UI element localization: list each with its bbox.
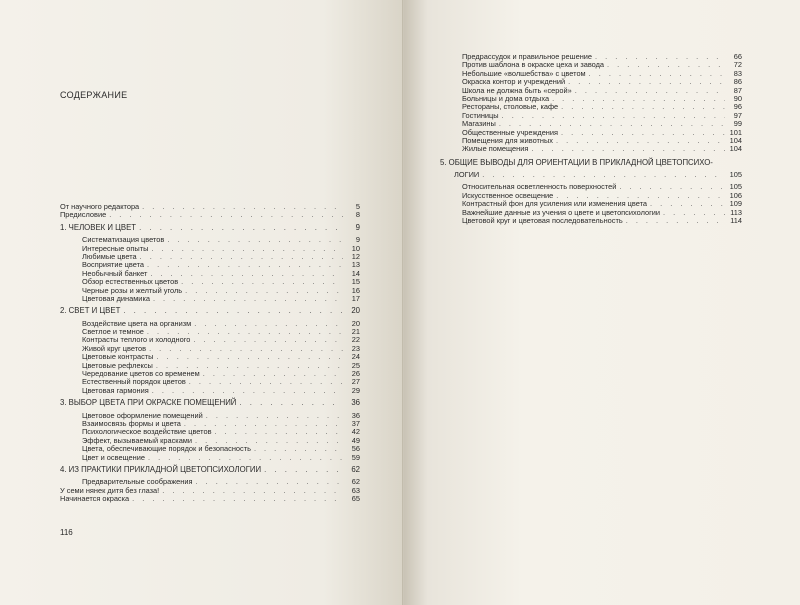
toc-entry: Контрасты теплого и холодного . . . 22 — [60, 336, 360, 344]
toc-entry: Цвет и освещение . . . 59 — [60, 454, 360, 462]
toc-entry: Цветовая гармония . . . 29 — [60, 387, 360, 395]
page-number: 116 — [60, 528, 73, 537]
toc-entry: Естественный порядок цветов . . . 27 — [60, 378, 360, 386]
toc-entry: Черные розы и желтый уголь . . . 16 — [60, 287, 360, 295]
toc-entry: Больницы и дома отдыха . . . 90 — [440, 95, 742, 103]
toc-chapter: 4. ИЗ ПРАКТИКИ ПРИКЛАДНОЙ ЦВЕТОПСИХОЛОГИИ . . . 62 — [60, 466, 360, 474]
toc-entry: Цветовой круг и цветовая последовательность . . . 114 — [440, 217, 742, 225]
toc-entry: Искусственное освещение . . . 106 — [440, 192, 742, 200]
toc-entry: Цветовые рефлексы . . . 25 — [60, 362, 360, 370]
toc-chapter: 2. СВЕТ И ЦВЕТ . . . 20 — [60, 307, 360, 315]
toc-entry: Предрассудок и правильное решение . . . 66 — [440, 53, 742, 61]
toc-entry: Рестораны, столовые, кафе . . . 96 — [440, 103, 742, 111]
toc-entry: Светлое и темное . . . 21 — [60, 328, 360, 336]
toc-entry: Восприятие цвета . . . 13 — [60, 261, 360, 269]
toc-entry: Цветовые контрасты . . . 24 — [60, 353, 360, 361]
toc-entry: Небольшие «волшебства» с цветом . . . 83 — [440, 70, 742, 78]
toc-right-list — [440, 53, 742, 225]
toc-entry: Предисловие . . . 8 — [60, 211, 360, 219]
toc-entry: Воздействие цвета на организм . . . 20 — [60, 320, 360, 328]
toc-entry: Эффект, вызываемый красками . . . 49 — [60, 437, 360, 445]
toc-entry: Контрастный фон для усиления или изменения цвета . . . 109 — [440, 200, 742, 208]
toc-chapter: 5. ОБЩИЕ ВЫВОДЫ ДЛЯ ОРИЕНТАЦИИ В ПРИКЛАДНОЙ ЦВЕТОПСИХО- — [440, 157, 713, 167]
toc-entry: Гостиницы . . . 97 — [440, 112, 742, 120]
toc-heading: СОДЕРЖАНИЕ — [60, 90, 128, 100]
toc-entry: Начинается окраска . . . 65 — [60, 495, 360, 503]
toc-entry: Интересные опыты . . . 10 — [60, 245, 360, 253]
toc-entry: Чередование цветов со временем . . . 26 — [60, 370, 360, 378]
toc-entry: Цветовая динамика . . . 17 — [60, 295, 360, 303]
toc-entry: Живой круг цветов . . . 23 — [60, 345, 360, 353]
toc-entry: Магазины . . . 99 — [440, 120, 742, 128]
toc-entry: Помещения для животных . . . 104 — [440, 137, 742, 145]
toc-chapter: 1. ЧЕЛОВЕК И ЦВЕТ . . . 9 — [60, 224, 360, 232]
toc-entry: Цветовое оформление помещений . . . 36 — [60, 412, 360, 420]
toc-entry: Предварительные соображения . . . 62 — [60, 478, 360, 486]
toc-chapter-continuation: ЛОГИИ . . . 105 — [440, 171, 742, 179]
toc-entry: Против шаблона в окраске цеха и завода . . . 72 — [440, 61, 742, 69]
toc-entry: Психологическое воздействие цветов . . . 42 — [60, 428, 360, 436]
toc-entry: От научного редактора . . . 5 — [60, 203, 360, 211]
toc-entry: Систематизация цветов . . . 9 — [60, 236, 360, 244]
toc-entry: Обзор естественных цветов . . . 15 — [60, 278, 360, 286]
toc-entry: Жилые помещения . . . 104 — [440, 145, 742, 153]
toc-entry: Необычный банкет . . . 14 — [60, 270, 360, 278]
toc-entry: У семи нянек дитя без глаза! . . . 63 — [60, 487, 360, 495]
toc-entry: Взаимосвязь формы и цвета . . . 37 — [60, 420, 360, 428]
toc-chapter: 3. ВЫБОР ЦВЕТА ПРИ ОКРАСКЕ ПОМЕЩЕНИЙ . . . 36 — [60, 399, 360, 407]
toc-entry: Любимые цвета . . . 12 — [60, 253, 360, 261]
toc-left-list — [60, 203, 360, 504]
toc-entry: Окраска контор и учреждений . . . 86 — [440, 78, 742, 86]
toc-entry: Цвета, обеспечивающие порядок и безопасность . . . 56 — [60, 445, 360, 453]
toc-entry: Относительная осветленность поверхностей . . . 105 — [440, 183, 742, 191]
toc-entry: Общественные учреждения . . . 101 — [440, 129, 742, 137]
toc-entry: Школа не должна быть «серой» . . . 87 — [440, 87, 742, 95]
toc-entry: Важнейшие данные из учения о цвете и цветопсихологии . . . 113 — [440, 209, 742, 217]
